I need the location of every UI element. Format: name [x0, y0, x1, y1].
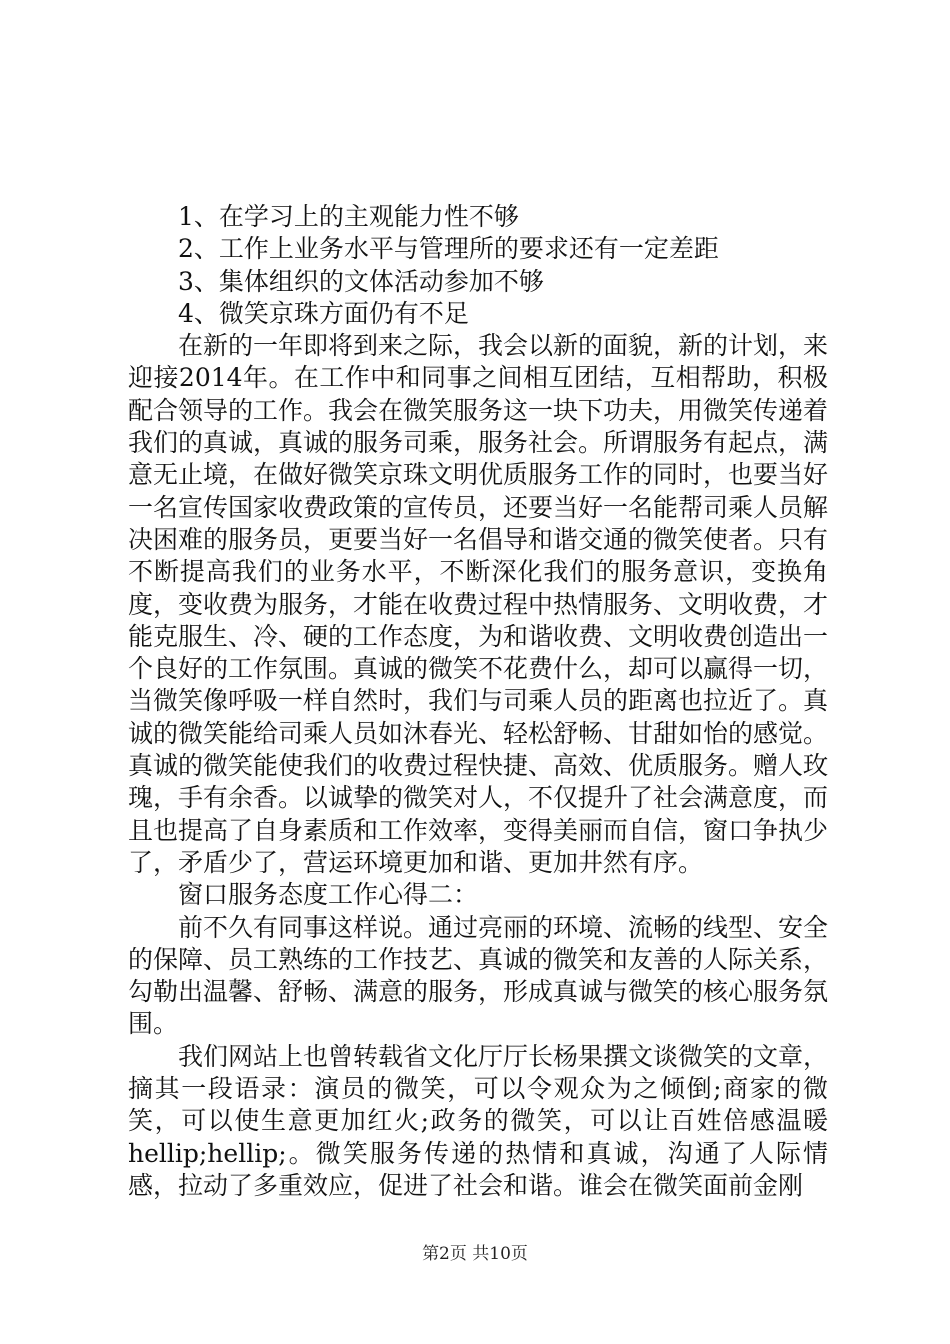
- document-body: [128, 201, 828, 1202]
- list-item: 1、在学习上的主观能力性不够: [178, 202, 519, 231]
- section-heading: 窗口服务态度工作心得二：: [178, 880, 479, 910]
- list-item: 3、集体组织的文体活动参加不够: [178, 266, 544, 296]
- paragraph: 在新的一年即将到来之际，我会以新的面貌，新的计划，来迎接2014年。在工作中和同事之间相互团结，互相帮助，积极配合领导的工作。我会在微笑服务这一块下功夫，用微笑传递着我们的真诚，真诚的服务司乘，服务社会。所谓服务有起点，满意无止境，在做好微笑京珠文明优质服务工作的同时，也要当好一名宣传国家收费政策的宣传员，还要当好一名能帮司乘人员解决困难的服务员，更要当好一名倡导和谐交通的微笑使者。只有不断提高我们的业务水平，不断深化我们的服务意识，变换角度，变收费为服务，才能在收费过程中热情服务、文明收费，才能克服生、冷、硬的工作态度，为和谐收费、文明收费创造出一个良好的工作氛围。真诚的微笑不花费什么，却可以赢得一切，当微笑像呼吸一样自然时，我们与司乘人员的距离也拉近了。真诚的微笑能给司乘人员如沐春光、轻松舒畅、甘甜如怡的感觉。真诚的微笑能使我们的收费过程快捷、高效、优质服务。赠人玫瑰，手有余香。以诚挚的微笑对人，不仅提升了社会满意度，而且也提高了自身素质和工作效率，变得美丽而自信，窗口争执少了，矛盾少了，营运环境更加和谐、更加井然有序。: [128, 331, 829, 877]
- list-item: 4、微笑京珠方面仍有不足: [178, 298, 469, 328]
- page-number-footer: 第2页 共10页: [422, 1244, 528, 1264]
- paragraph: 前不久有同事这样说。通过亮丽的环境、流畅的线型、安全的保障、员工熟练的工作技艺、真诚的微笑和友善的人际关系，勾勒出温馨、舒畅、满意的服务，形成真诚与微笑的核心服务氛围。: [128, 912, 829, 1039]
- list-item: 2、工作上业务水平与管理所的要求还有一定差距: [178, 234, 719, 264]
- paragraph: 我们网站上也曾转载省文化厅厅长杨果撰文谈微笑的文章，摘其一段语录：演员的微笑，可以令观众为之倾倒;商家的微笑，可以使生意更加红火;政务的微笑，可以让百姓倍感温暖hellip;hellip;。微笑服务传递的热情和真诚，沟通了人际情感，拉动了多重效应，促进了社会和谐。谁会在微笑面前金刚: [128, 1041, 829, 1200]
